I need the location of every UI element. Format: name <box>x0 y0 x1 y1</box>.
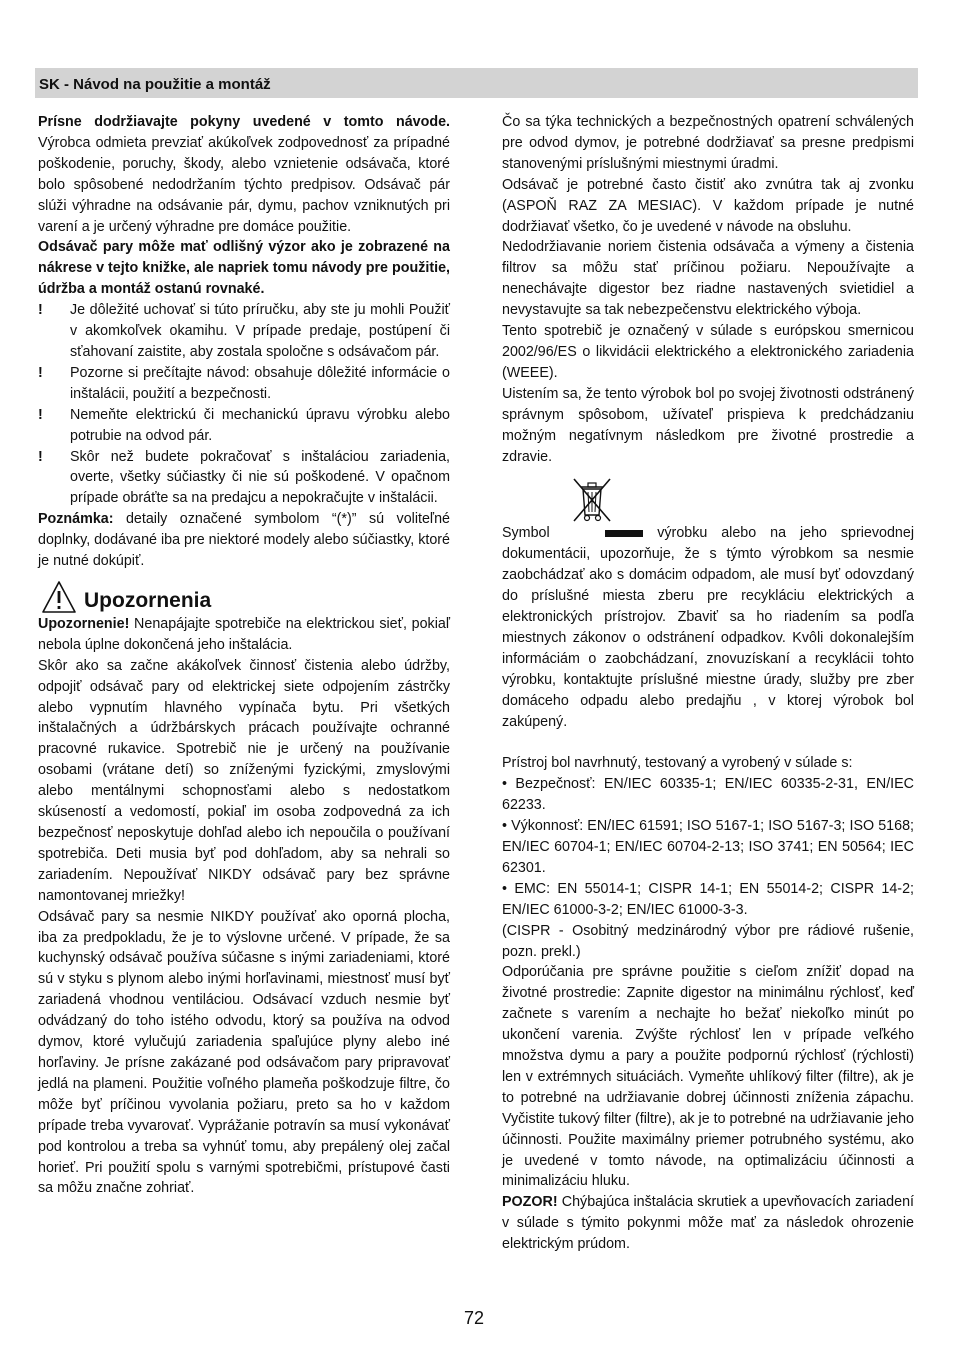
weee-paragraph: Tento spotrebič je označený v súlade s európskou smernicou 2002/96/ES o likvidácii elektrického a elektronického zariadenia (WEEE). <box>502 323 914 381</box>
caution-paragraph <box>502 1192 914 1255</box>
note-label: Poznámka: <box>38 511 114 528</box>
standard-emc: • EMC: EN 55014-1; CISPR 14-1; EN 55014-2; CISPR 14-2; EN/IEC 61000-3-2; EN/IEC 61000-3-3. <box>502 880 914 918</box>
bullet-mark: ! <box>38 406 43 423</box>
warnings-title: Upozornenia <box>84 588 212 612</box>
disposal-paragraph: Uistením sa, že tento výrobok bol po svojej životnosti odstránený správnym spôsobom, užívateľ prispieva k predchádzaniu možným negatívnym následkom pre životné prostredie a zdravie. <box>502 385 914 465</box>
symbol-word: Symbol <box>502 525 550 542</box>
warning-paragraph <box>38 614 450 656</box>
bullet-mark: ! <box>38 448 43 465</box>
bullet-item <box>38 405 450 447</box>
intro-paragraph <box>38 112 450 237</box>
bullet-text: Nemeňte elektrickú či mechanickú úpravu výrobku alebo potrubie na odvod pár. <box>70 406 450 444</box>
bullet-text: Je dôležité uchovať si túto príručku, aby ste ju mohli Použiť v akomkoľvek okamihu. V prípade predaje, postúpení či sťahovaní zaistite, aby zostala spoločne s odsávačom pár. <box>70 302 450 360</box>
symbol-text: výrobku alebo na jeho sprievodnej dokumentácii, upozorňuje, že s týmto výrobkom sa nesmie zaobchádzať ako s domácim odpadom, ale musí byť odovzdaný do príslušné miesta zberu pre recykláciu elektrických a elektronických prístrojov. Zbaviť sa ho riadením sa podľa miestnych zákonov o odstránení odpadkov. Kvôli dokonalejším informáciám o zaobchádzaní, znovuzískaní a recyklácii tohto výrobku, kontaktujte príslušné miestne úrady, služby pre zber domáceho odpadu alebo predajňu , v ktorej výrobok bol zakúpený. <box>502 525 915 730</box>
section-header-bar <box>35 68 918 98</box>
spacer <box>502 732 914 753</box>
symbol-paragraph <box>502 523 914 732</box>
symbol-bar-icon <box>605 530 643 537</box>
standards-intro: Prístroj bol navrhnutý, testovaný a vyrobený v súlade s: <box>502 755 853 772</box>
bullet-text: Pozorne si prečítajte návod: obsahuje dôležité informácie o inštalácii, použití a bezpečnosti. <box>70 364 450 402</box>
regulations-paragraph: Čo sa týka technických a bezpečnostných opatrení schválených pre odvod dymov, je potrebné dodržiavať sa presne predpismi stanovenými príslušnými miestnymi úradmi. <box>502 114 914 172</box>
warnings-heading <box>38 578 450 614</box>
bullet-mark: ! <box>38 302 43 319</box>
warning-label: Upozornenie! <box>38 615 130 632</box>
maintenance-paragraph: Skôr ako sa začne akákoľvek činnosť čistenia alebo údržby, odpojiť odsávač pary od elektrickej siete odpojením zástrčky alebo vypnutím hlavného vypínača bytu. Pri všetkých inštalačných a údržbárskych prácach používajte ochranné pracovné rukavice. Spotrebič nie je určený na používanie osobami (vrátane detí) so zníženými fyzickými, zmyslovými alebo mentálnymi schopnosťami alebo s nedostatkom skúseností a vedomostí, pokiaľ im osoba zodpovedná za ich bezpečnosť neposkytuje dohľad alebo ich nepoučila o používaní spotrebiča. Deti musia byť pod dohľadom, aby sa nehrali so zariadením. Nepoužívať NIKDY odsávač pary bez správne namontovanej mriežky! <box>38 657 450 904</box>
usage-paragraph: Odsávač pary sa nesmie NIKDY používať ako oporná plocha, iba za predpokladu, že je to výslovne určené. V prípade, že sa kuchynský odsávač používa súčasne s inými zariadeniami, ktoré sú v styku s plynom alebo inými horľavinami, miestnosť musí byť zariadená vhodnou ventiláciou. Odsávací vzduch nesmie byť odvádzaný do toho istého odvodu, ktorý sa používa na odvod dymov, ktoré vylučujú zariadenia spaľujúce plyny alebo iné horľaviny. Je prísne zakázané pod odsávačom pary pripravovať jedlá na plameni. Použitie voľného plameňa poškodzuje filtre, čo môže byť príčinou vyvolania požiaru, preto sa ho v každom prípade treba vyvarovať. Vyprážanie potravín sa musí vykonávať pod kontrolou a treba sa vyhnúť tomu, aby prepálený olej začal horieť. Pri použití spolu s varnými spotrebičmi, prístupové časti sa môžu značne zohriať. <box>38 908 450 1197</box>
crossed-out-bin-icon <box>570 477 614 523</box>
note-paragraph <box>38 509 450 572</box>
standard-performance: • Výkonnosť: EN/IEC 61591; ISO 5167-1; ISO 5167-3; ISO 5168; EN/IEC 60704-1; EN/IEC 60704-2-13; ISO 3741; EN 50564; IEC 62301. <box>502 818 914 876</box>
eco-advice-paragraph: Odporúčania pre správne použitie s cieľom znížiť dopad na životné prostredie: Zapnite digestor na minimálnu rýchlosť, keď začnete s varením a nechajte ho bežať niekoľko minút po ukončení varenia. Zvýšte rýchlosť len v prípade veľkého množstva dymu a pary a použite podpornú rýchlosť (rýchlosti) len v extrémnych situáciách. Vymeňte uhlíkový filter (filtre), ak je to potrebné na udržiavanie dobrej účinnosti zníženia zápachu. Vyčistite tukový filter (filtre), ak je to potrebné na udržiavanie jeho účinnosti. Použite maximálny priemer potrubného systému, ako je uvedené v tomto návode, na optimalizáciu účinnosti a minimalizáciu hluku. <box>502 964 914 1190</box>
bullet-item <box>38 447 450 510</box>
weee-symbol <box>502 471 914 523</box>
left-column <box>38 112 450 1199</box>
fire-risk-paragraph: Nedodržiavanie noriem čistenia odsávača a výmeny a čistenia filtrov sa môžu stať príčinou požiaru. Nepoužívajte a nenechávajte digestor bez riadne nastavených svietidiel a nevystavujte sa tak nebezpečenstvu elektrického výboja. <box>502 239 914 319</box>
bullet-mark: ! <box>38 364 43 381</box>
section-title: SK - Návod na použitie a montáž <box>39 76 271 93</box>
cispr-note: (CISPR - Osobitný medzinárodný výbor pre rádiové rušenie, pozn. prekl.) <box>502 922 914 960</box>
warning-text: Nenapájajte spotrebiče na elektrickou sieť, pokiaľ nebola úplne dokončená jeho inštalácia. <box>38 615 450 653</box>
bullet-item <box>38 300 450 363</box>
standard-safety: • Bezpečnosť: EN/IEC 60335-1; EN/IEC 60335-2-31, EN/IEC 62233. <box>502 776 914 814</box>
intro-text: Výrobca odmieta prevziať akúkoľvek zodpovednosť za prípadné poškodenie, poruchy, škody, alebo vznietenie odsávača, ktoré bolo spôsobené nedodržaním týchto predpisov. Odsávač pár slúži výhradne na odsávanie pár, dymu, pachov vzniknutých pri varení a je určený výhradne pre domáce použitie. <box>38 134 450 235</box>
warning-triangle-icon <box>41 580 77 614</box>
bullet-item <box>38 363 450 405</box>
right-column <box>502 112 914 1255</box>
page-number: 72 <box>464 1308 485 1328</box>
cleaning-paragraph: Odsávač je potrebné často čistiť ako zvnútra tak aj zvonku (ASPOŇ RAZ ZA MESIAC). V každom prípade je nutné dodržiavať všetko, čo je uvedené v návode na obsluhu. <box>502 176 914 235</box>
caution-text: Chýbajúca inštalácia skrutiek a upevňovacích zariadení v súlade s týmito pokynmi môže mať za následok ohrozenie elektrickým prúdom. <box>502 1194 914 1253</box>
note-text: detaily označené symbolom “(*)” sú voliteľné doplnky, dodávané iba pre niektoré modely alebo súčiastky, ktoré je nutné dokúpiť. <box>38 511 450 570</box>
caution-label: POZOR! <box>502 1194 558 1211</box>
notice-paragraph: Odsávač pary môže mať odlišný výzor ako je zobrazené na nákrese v tejto knižke, ale napriek tomu návody pre použitie, údržba a montáž ostanú rovnaké. <box>38 239 450 298</box>
intro-bold: Prísne dodržiavajte pokyny uvedené v tomto návode. <box>38 114 450 130</box>
bullet-text: Skôr než budete pokračovať s inštaláciou zariadenia, overte, všetky súčiastky či nie sú poškodené. V opačnom prípade obráťte sa na predajcu a nepokračujte v inštalácii. <box>70 448 450 507</box>
